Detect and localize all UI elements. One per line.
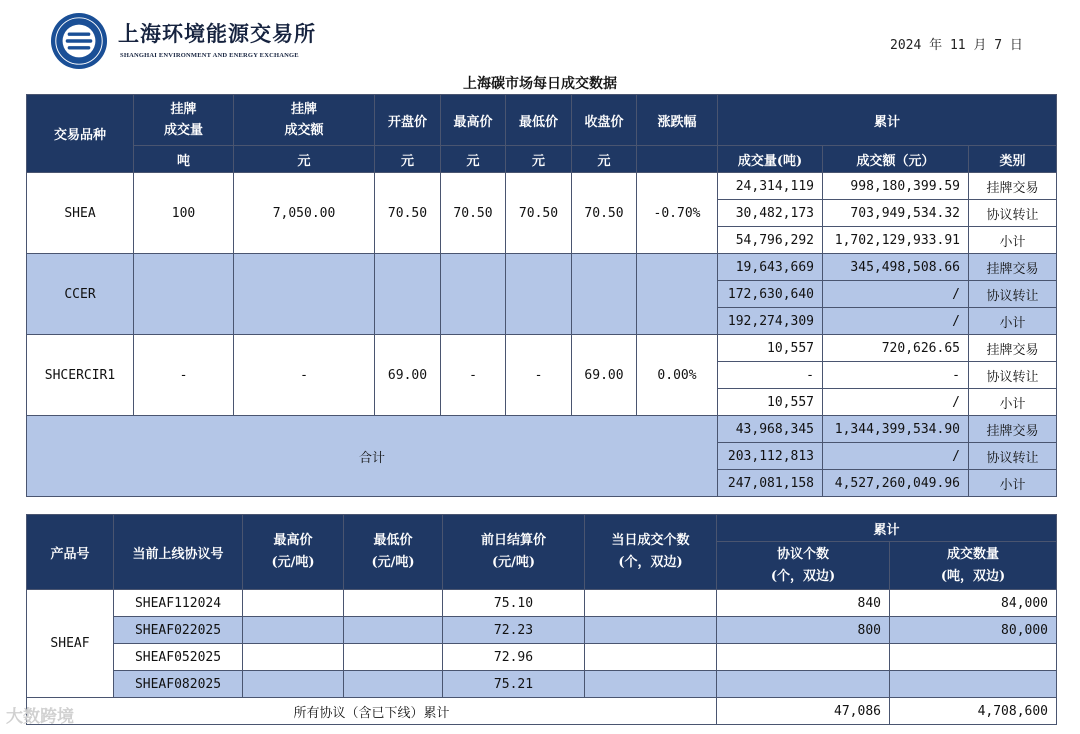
cum-amount: / bbox=[823, 389, 969, 416]
cum-amount: 720,626.65 bbox=[823, 335, 969, 362]
cum-volume: 43,968,345 bbox=[718, 416, 823, 443]
col-header-cum-count: 协议个数 (个，双边) bbox=[717, 542, 890, 590]
col-header-cumulative: 累计 bbox=[718, 95, 1057, 146]
report-title: 上海碳市场每日成交数据 bbox=[463, 76, 617, 92]
col-header-open: 开盘价 bbox=[375, 95, 441, 146]
cum-volume: 10,557 bbox=[718, 335, 823, 362]
change-pct: 0.00% bbox=[637, 335, 718, 416]
cum-type: 小计 bbox=[969, 227, 1057, 254]
empty-cell bbox=[375, 254, 441, 335]
daily-count bbox=[585, 644, 717, 671]
col-header-high: 最高价 bbox=[441, 95, 506, 146]
low-price bbox=[344, 590, 443, 617]
cum-count: 840 bbox=[717, 590, 890, 617]
col-header-contract: 当前上线协议号 bbox=[114, 515, 243, 590]
empty-cell bbox=[506, 254, 572, 335]
col-header-cum-amount: 成交额（元） bbox=[823, 146, 969, 173]
empty-cell bbox=[572, 254, 637, 335]
cum-type: 挂牌交易 bbox=[969, 254, 1057, 281]
cum-type: 小计 bbox=[969, 308, 1057, 335]
cum-volume: 192,274,309 bbox=[718, 308, 823, 335]
product-name: SHEA bbox=[27, 173, 134, 254]
col-header-change: 涨跌幅 bbox=[637, 95, 718, 146]
cum-type: 协议转让 bbox=[969, 200, 1057, 227]
product-name: SHEAF bbox=[27, 590, 114, 698]
table-row bbox=[27, 644, 1057, 671]
table-row bbox=[27, 254, 1057, 281]
table-row bbox=[27, 617, 1057, 644]
unit-ton: 吨 bbox=[134, 146, 234, 173]
cum-count: 47,086 bbox=[717, 698, 890, 725]
cum-volume: 84,000 bbox=[890, 590, 1057, 617]
org-name-en: SHANGHAI ENVIRONMENT AND ENERGY EXCHANGE bbox=[120, 52, 299, 59]
cum-type: 挂牌交易 bbox=[969, 416, 1057, 443]
col-header-product: 产品号 bbox=[27, 515, 114, 590]
cum-amount: / bbox=[823, 443, 969, 470]
low-price: - bbox=[506, 335, 572, 416]
forward-contract-table bbox=[26, 514, 1057, 725]
cum-volume: 30,482,173 bbox=[718, 200, 823, 227]
unit-yuan: 元 bbox=[506, 146, 572, 173]
cum-amount: 1,702,129,933.91 bbox=[823, 227, 969, 254]
col-header-low: 最低价 bbox=[506, 95, 572, 146]
cum-volume: 19,643,669 bbox=[718, 254, 823, 281]
daily-count bbox=[585, 590, 717, 617]
cum-type: 挂牌交易 bbox=[969, 173, 1057, 200]
cum-amount: - bbox=[823, 362, 969, 389]
contract-id: SHEAF052025 bbox=[114, 644, 243, 671]
low-price: 70.50 bbox=[506, 173, 572, 254]
open-price: 70.50 bbox=[375, 173, 441, 254]
cum-count bbox=[717, 671, 890, 698]
col-header-listed-volume: 挂牌 成交量 bbox=[134, 95, 234, 146]
table-row bbox=[27, 416, 1057, 443]
settle-price: 75.10 bbox=[443, 590, 585, 617]
col-header-cum-volume: 成交量(吨) bbox=[718, 146, 823, 173]
cum-amount: / bbox=[823, 308, 969, 335]
table-row bbox=[27, 173, 1057, 200]
daily-count bbox=[585, 671, 717, 698]
cum-amount: 703,949,534.32 bbox=[823, 200, 969, 227]
unit-yuan: 元 bbox=[572, 146, 637, 173]
cum-type: 协议转让 bbox=[969, 281, 1057, 308]
empty-cell bbox=[234, 254, 375, 335]
col-header-listed-amount: 挂牌 成交额 bbox=[234, 95, 375, 146]
contract-id: SHEAF112024 bbox=[114, 590, 243, 617]
col-header-cum-type: 类别 bbox=[969, 146, 1057, 173]
unit-yuan: 元 bbox=[234, 146, 375, 173]
total-label: 所有协议（含已下线）累计 bbox=[27, 698, 717, 725]
cum-type: 协议转让 bbox=[969, 362, 1057, 389]
listed-amount: - bbox=[234, 335, 375, 416]
table-row bbox=[27, 671, 1057, 698]
empty-cell bbox=[441, 254, 506, 335]
cum-volume: 172,630,640 bbox=[718, 281, 823, 308]
cum-count bbox=[717, 644, 890, 671]
close-price: 70.50 bbox=[572, 173, 637, 254]
col-header-cum-volume: 成交数量 (吨，双边) bbox=[890, 542, 1057, 590]
cum-volume: 54,796,292 bbox=[718, 227, 823, 254]
product-name: SHCERCIR1 bbox=[27, 335, 134, 416]
cum-type: 小计 bbox=[969, 389, 1057, 416]
cum-type: 小计 bbox=[969, 470, 1057, 497]
cum-amount: / bbox=[823, 281, 969, 308]
exchange-logo bbox=[50, 12, 108, 70]
listed-volume: 100 bbox=[134, 173, 234, 254]
org-name-cn: 上海环境能源交易所 bbox=[118, 21, 316, 46]
high-price bbox=[243, 644, 344, 671]
cum-volume: 24,314,119 bbox=[718, 173, 823, 200]
low-price bbox=[344, 617, 443, 644]
low-price bbox=[344, 671, 443, 698]
listed-volume: - bbox=[134, 335, 234, 416]
listed-amount: 7,050.00 bbox=[234, 173, 375, 254]
cum-volume bbox=[890, 671, 1057, 698]
settle-price: 72.23 bbox=[443, 617, 585, 644]
cum-amount: 345,498,508.66 bbox=[823, 254, 969, 281]
cum-volume: - bbox=[718, 362, 823, 389]
col-header-product: 交易品种 bbox=[27, 95, 134, 173]
high-price bbox=[243, 671, 344, 698]
cum-volume: 10,557 bbox=[718, 389, 823, 416]
product-name: CCER bbox=[27, 254, 134, 335]
col-header-low: 最低价 (元/吨) bbox=[344, 515, 443, 590]
total-label: 合计 bbox=[27, 416, 718, 497]
table-row bbox=[27, 590, 1057, 617]
watermark: 大数跨境 bbox=[6, 707, 74, 727]
cum-count: 800 bbox=[717, 617, 890, 644]
change-pct: -0.70% bbox=[637, 173, 718, 254]
table-row bbox=[27, 698, 1057, 725]
unit-yuan: 元 bbox=[375, 146, 441, 173]
settle-price: 72.96 bbox=[443, 644, 585, 671]
unit-yuan: 元 bbox=[441, 146, 506, 173]
high-price bbox=[243, 617, 344, 644]
contract-id: SHEAF082025 bbox=[114, 671, 243, 698]
empty-cell bbox=[134, 254, 234, 335]
open-price: 69.00 bbox=[375, 335, 441, 416]
daily-trading-table bbox=[26, 94, 1057, 497]
cum-volume: 203,112,813 bbox=[718, 443, 823, 470]
unit-empty bbox=[637, 146, 718, 173]
cum-volume bbox=[890, 644, 1057, 671]
cum-volume: 80,000 bbox=[890, 617, 1057, 644]
high-price bbox=[243, 590, 344, 617]
cum-type: 协议转让 bbox=[969, 443, 1057, 470]
close-price: 69.00 bbox=[572, 335, 637, 416]
col-header-cumulative: 累计 bbox=[717, 515, 1057, 542]
report-date: 2024 年 11 月 7 日 bbox=[890, 38, 1023, 53]
daily-count bbox=[585, 617, 717, 644]
col-header-count: 当日成交个数 (个，双边) bbox=[585, 515, 717, 590]
cum-amount: 1,344,399,534.90 bbox=[823, 416, 969, 443]
high-price: 70.50 bbox=[441, 173, 506, 254]
low-price bbox=[344, 644, 443, 671]
contract-id: SHEAF022025 bbox=[114, 617, 243, 644]
high-price: - bbox=[441, 335, 506, 416]
cum-volume: 247,081,158 bbox=[718, 470, 823, 497]
cum-type: 挂牌交易 bbox=[969, 335, 1057, 362]
cum-amount: 4,527,260,049.96 bbox=[823, 470, 969, 497]
cum-volume: 4,708,600 bbox=[890, 698, 1057, 725]
settle-price: 75.21 bbox=[443, 671, 585, 698]
col-header-close: 收盘价 bbox=[572, 95, 637, 146]
empty-cell bbox=[637, 254, 718, 335]
table-row bbox=[27, 335, 1057, 362]
col-header-settle: 前日结算价 (元/吨) bbox=[443, 515, 585, 590]
cum-amount: 998,180,399.59 bbox=[823, 173, 969, 200]
col-header-high: 最高价 (元/吨) bbox=[243, 515, 344, 590]
